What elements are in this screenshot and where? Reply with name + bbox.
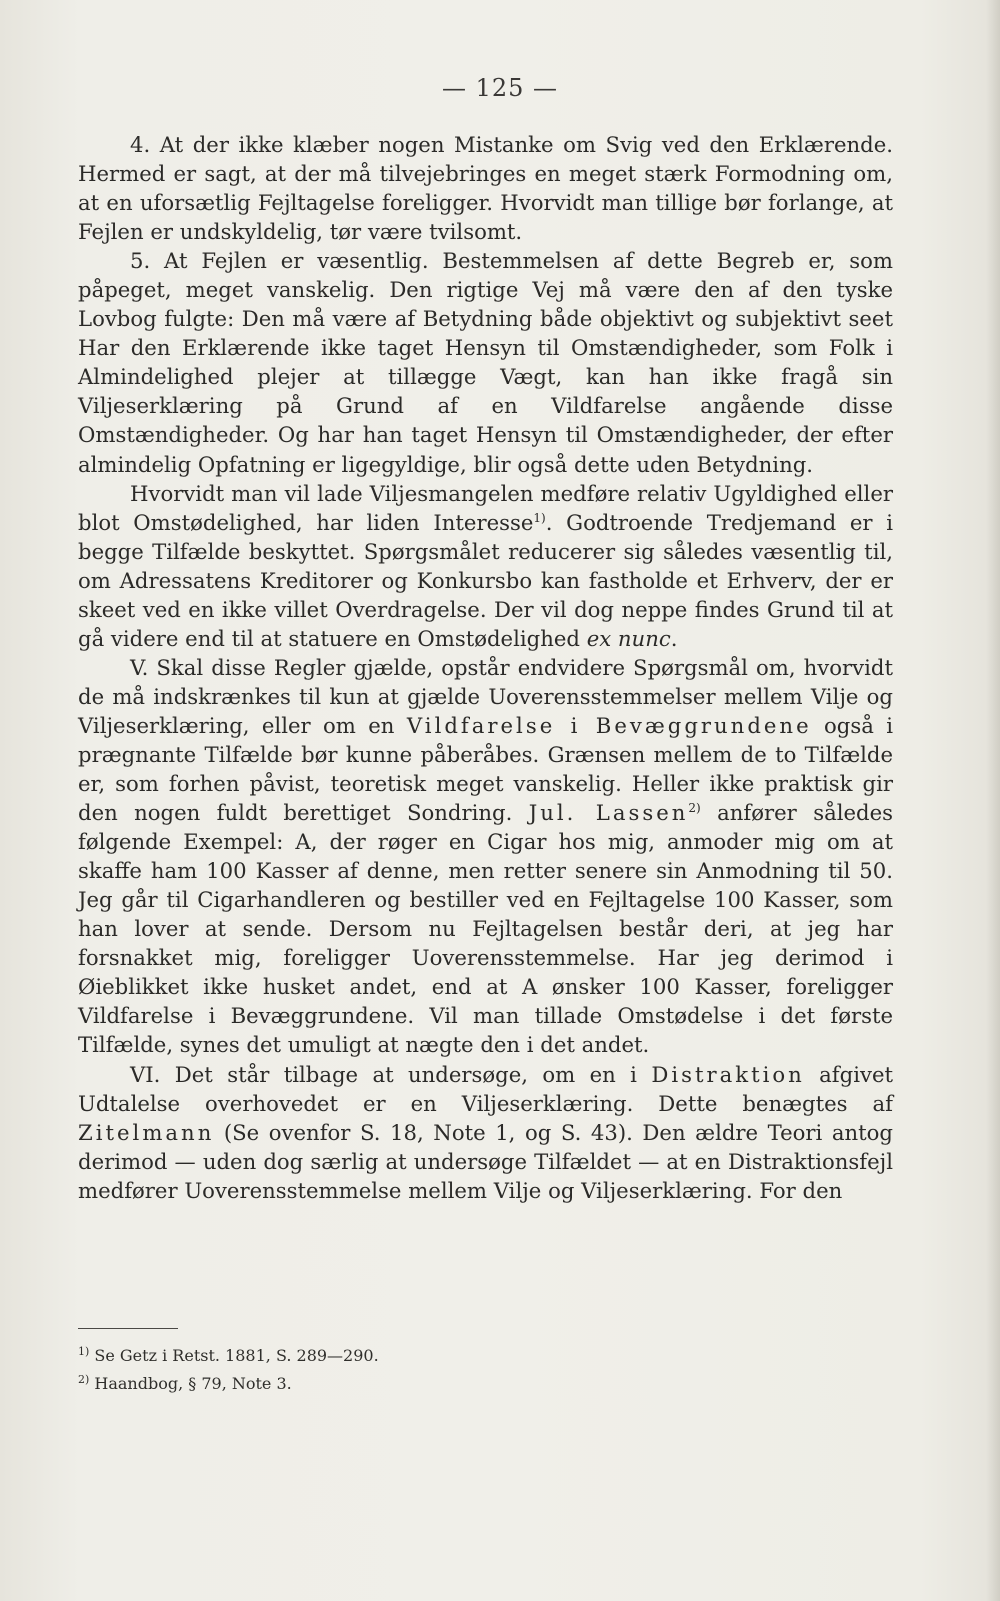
footnote-mark: 2) bbox=[78, 1373, 90, 1386]
footnote-reference: 2) bbox=[688, 801, 701, 816]
footnotes bbox=[78, 1342, 893, 1398]
text-run: Hvorvidt man vil lade Viljesmangelen medføre relativ Ugyldighed eller blot Omstødelighed, har liden Interesse bbox=[78, 480, 893, 535]
footnote-mark: 1) bbox=[78, 1345, 90, 1358]
text-run: også i prægnante Tilfælde bør kunne påberåbes. Grænsen mellem de to Tilfælde er, som forhen påvist, teoretisk meget vanskelig. Heller ikke praktisk gir den nogen fuldt berettiget Sondring. bbox=[78, 712, 893, 826]
text-run: . bbox=[670, 625, 678, 651]
spaced-emphasis-text: Jul. Lassen bbox=[528, 800, 689, 826]
footnote-text: Haandbog, § 79, Note 3. bbox=[89, 1374, 292, 1393]
paragraph-p6 bbox=[78, 479, 893, 653]
paragraph-p7 bbox=[78, 653, 893, 1060]
text-run: V. Skal disse Regler gjælde, opstår endvidere Spørgsmål om, hvorvidt de må indskrænkes til kun at gjælde Uoverensstemmelser mellem Vilje og Viljeserklæring, eller om en bbox=[78, 654, 893, 738]
spaced-emphasis-text: Vildfarelse i Bevæggrundene bbox=[406, 712, 812, 738]
paragraph-p4 bbox=[78, 130, 893, 246]
text-run: 5. At Fejlen er væsentlig. Bestemmelsen af dette Begreb er, som påpeget, meget vanskelig. Den rigtige Vej må være den af den tyske Lovbog fulgte: Den må være af Betydning både objektivt og subjektivt seet Har den Erklærende ikke taget Hensyn til Omstændigheder, som Folk i Almindelighed plejer at tillægge Vægt, kan han ikke fragå sin Viljeserklæring på Grund af en Vildfarelse angående disse Omstændigheder. Og har han taget Hensyn til Omstændigheder, der efter almindelig Opfatning er ligegyldige, blir også dette uden Betydning. bbox=[78, 248, 893, 477]
footnote-item bbox=[78, 1342, 893, 1370]
text-run: anfører således følgende Exempel: A, der røger en Cigar hos mig, anmoder mig om at skaffe ham 100 Kasser af denne, men retter senere sin Anmodning til 50. Jeg går til Cigarhandleren og bestiller ved en Fejltagelse 100 Kasser, som han lover at sende. Dersom nu Fejltagelsen består deri, at jeg har forsnakket mig, foreligger Uoverensstemmelse. Har jeg derimod i Øieblikket ikke husket andet, end at A ønsker 100 Kasser, foreligger Vildfarelse i Bevæggrundene. Vil man tillade Omstødelse i det første Tilfælde, synes det umuligt at nægte den i det andet. bbox=[78, 800, 894, 1058]
text-run: VI. Det står tilbage at undersøge, om en i bbox=[130, 1061, 652, 1087]
paragraph-p5 bbox=[78, 246, 893, 478]
page-gutter-shadow bbox=[986, 0, 1000, 1601]
spaced-emphasis-text: Zitelmann bbox=[78, 1119, 215, 1145]
page-number: — 125 — bbox=[441, 74, 559, 102]
footnote-item bbox=[78, 1370, 893, 1398]
paragraph-p8 bbox=[78, 1060, 893, 1205]
text-run: afgivet Udtalelse overhovedet er en Viljeserklæring. Dette benægtes af bbox=[78, 1061, 893, 1116]
footnote-divider bbox=[78, 1328, 178, 1329]
spaced-emphasis-text: Distraktion bbox=[651, 1061, 805, 1087]
footnote-reference: 1) bbox=[533, 510, 546, 525]
text-run: . Godtroende Tredjemand er i begge Tilfælde beskyttet. Spørgsmålet reducerer sig således væsentlig til, om Adressatens Kreditorer og Konkursbo kan fastholde et Erhverv, der er skeet ved en ikke villet Overdragelse. Der vil dog neppe findes Grund til at gå videre end til at statuere en Omstødelighed bbox=[78, 509, 894, 651]
text-run: (Se ovenfor S. 18, Note 1, og S. 43). Den ældre Teori antog derimod — uden dog særlig at undersøge Tilfældet — at en Distraktionsfejl medfører Uoverensstemmelse mellem Vilje og Viljeserklæring. For den bbox=[78, 1119, 893, 1203]
text-run: 4. At der ikke klæber nogen Mistanke om Svig ved den Erklærende. Hermed er sagt, at der må tilvejebringes en meget stærk Formodning om, at en uforsætlig Fejltagelse foreligger. Hvorvidt man tillige bør forlange, at Fejlen er undskyldelig, tør være tvilsomt. bbox=[78, 132, 893, 245]
italic-text: ex nunc bbox=[586, 625, 671, 651]
body-text bbox=[78, 130, 893, 1205]
footnote-text: Se Getz i Retst. 1881, S. 289—290. bbox=[89, 1346, 379, 1365]
